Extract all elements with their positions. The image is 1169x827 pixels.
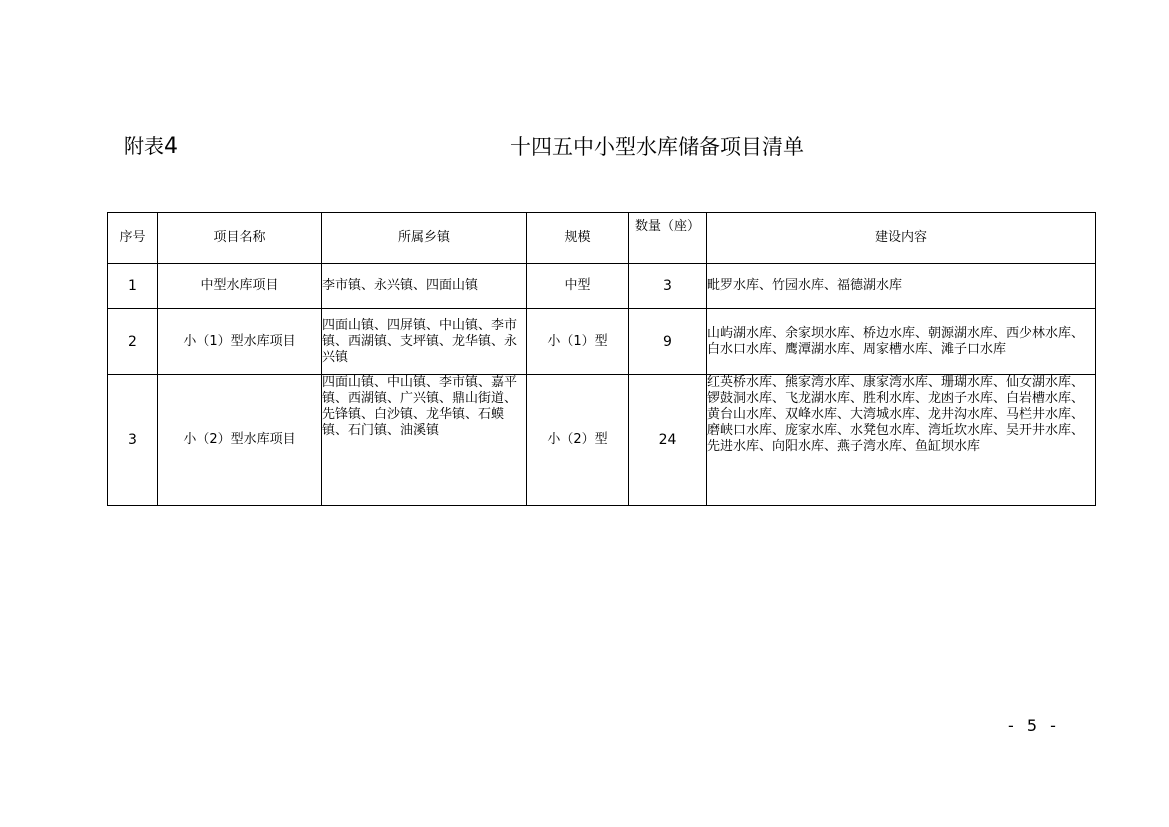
project-towns: 李市镇、永兴镇、四面山镇: [322, 264, 527, 309]
project-content: 毗罗水库、竹园水库、福德湖水库: [707, 264, 1096, 309]
document-title: 十四五中小型水库储备项目清单: [510, 135, 804, 159]
table-row: [108, 264, 1096, 309]
project-count: 3: [629, 264, 707, 309]
project-content: 山屿湖水库、余家坝水库、桥边水库、朝源湖水库、西少林水库、白水口水库、鹰潭湖水库、周家槽水库、滩子口水库: [707, 309, 1096, 375]
project-count: 9: [629, 309, 707, 375]
column-header-count: 数量（座）: [629, 213, 707, 264]
project-scale: 小（2）型: [527, 375, 629, 506]
project-content: 红英桥水库、熊家湾水库、康家湾水库、珊瑚水库、仙女湖水库、锣鼓洞水库、飞龙湖水库、胜利水库、龙凼子水库、白岩槽水库、黄台山水库、双峰水库、大湾城水库、龙井沟水库、马栏井水库、磨峡口水库、庞家水库、水凳包水库、湾坵坎水库、吴开井水库、先进水库、向阳水库、燕子湾水库、鱼缸坝水库: [707, 375, 1096, 506]
reservoir-project-table: [107, 212, 1096, 506]
row-index: 2: [108, 309, 158, 375]
row-index: 1: [108, 264, 158, 309]
table-row: [108, 375, 1096, 506]
project-name: 小（2）型水库项目: [158, 375, 322, 506]
project-towns: 四面山镇、四屏镇、中山镇、李市镇、西湖镇、支坪镇、龙华镇、永兴镇: [322, 309, 527, 375]
column-header-name: 项目名称: [158, 213, 322, 264]
project-scale: 小（1）型: [527, 309, 629, 375]
table-header-row: [108, 213, 1096, 264]
project-name: 小（1）型水库项目: [158, 309, 322, 375]
project-count: 24: [629, 375, 707, 506]
project-towns: 四面山镇、中山镇、李市镇、嘉平镇、西湖镇、广兴镇、鼎山街道、先锋镇、白沙镇、龙华镇、石蟆镇、石门镇、油溪镇: [322, 375, 527, 506]
column-header-index: 序号: [108, 213, 158, 264]
appendix-label-text: 附表: [124, 134, 164, 158]
appendix-number: 4: [164, 134, 178, 159]
column-header-towns: 所属乡镇: [322, 213, 527, 264]
appendix-label: [124, 131, 178, 162]
column-header-scale: 规模: [527, 213, 629, 264]
table-row: [108, 309, 1096, 375]
row-index: 3: [108, 375, 158, 506]
page-number: - 5 -: [1008, 716, 1060, 735]
column-header-content: 建设内容: [707, 213, 1096, 264]
project-name: 中型水库项目: [158, 264, 322, 309]
project-scale: 中型: [527, 264, 629, 309]
